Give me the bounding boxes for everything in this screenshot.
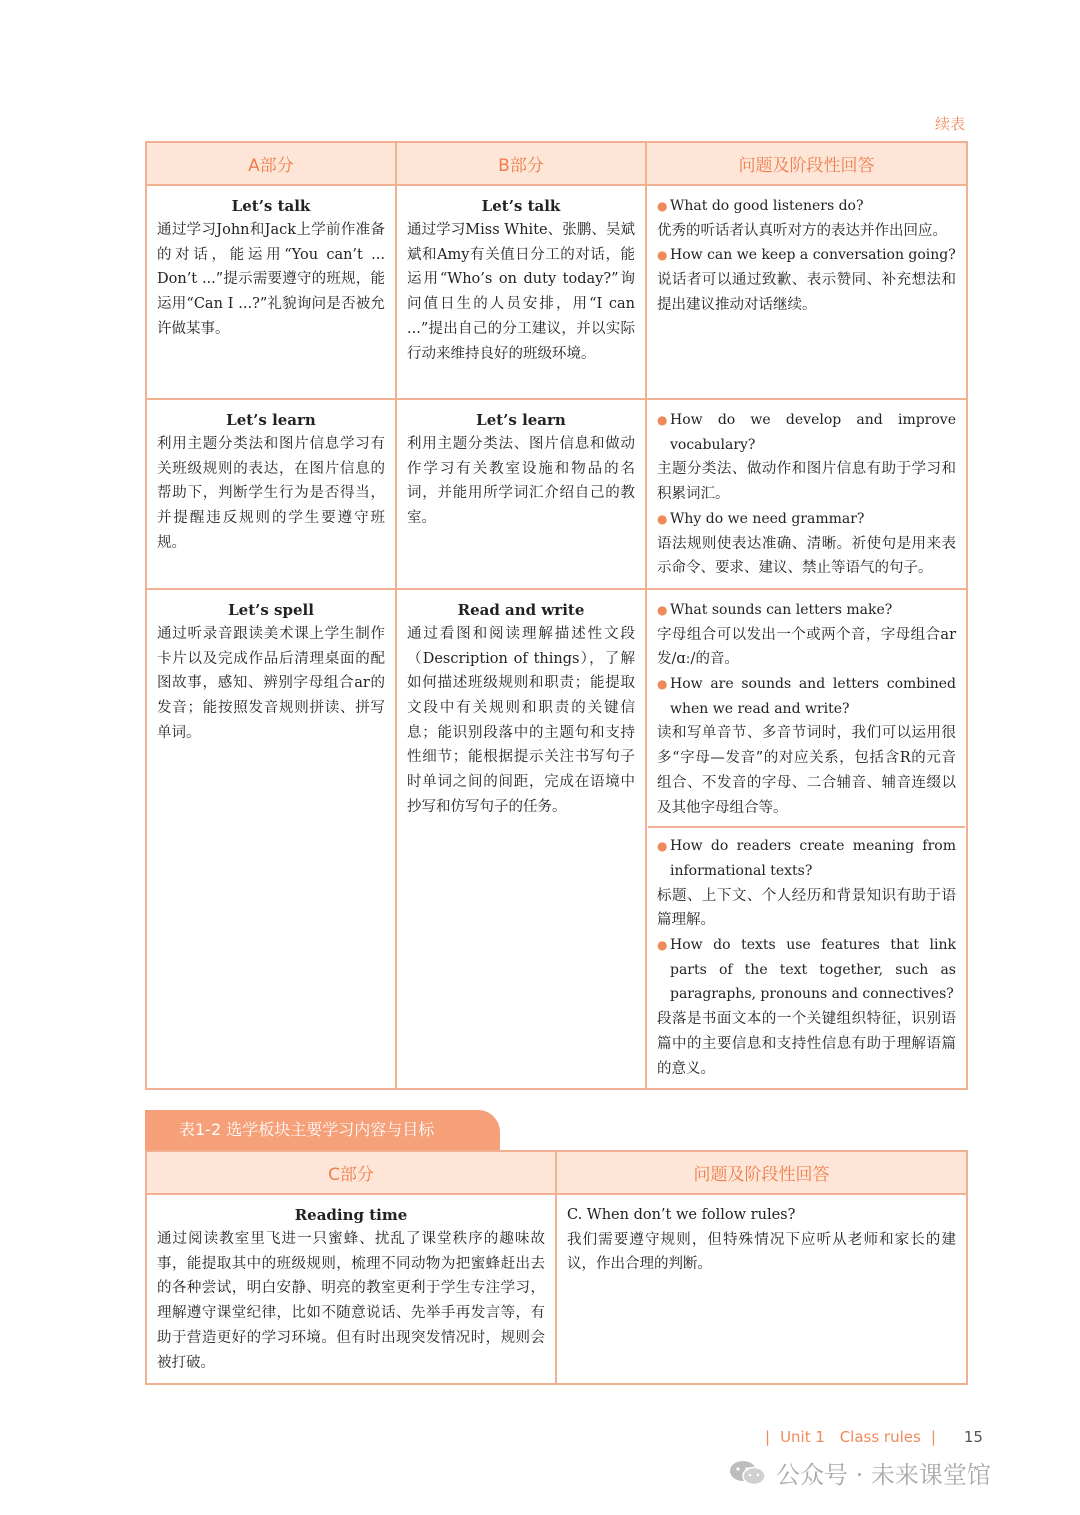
question: ● What do good listeners do?: [657, 194, 956, 219]
answer: 读和写单音节、多音节词时，我们可以运用很多“字母—发音”的对应关系，包括含R的元音组合、不发音的字母、二合辅音、辅音连缀以及其他字母组合等。: [657, 725, 956, 816]
section-text: 利用主题分类法和图片信息学习有关班级规则的表达，在图片信息的帮助下，判断学生行为是否得当，并提醒违反规则的学生要遵守班规。: [157, 436, 385, 551]
cell-qa: [646, 185, 967, 399]
question: ● How can we keep a conversation going?: [657, 243, 956, 268]
question: ● How do readers create meaning from informational texts?: [657, 834, 956, 883]
answer: 字母组合可以发出一个或两个音，字母组合ar发/ɑː/的音。: [657, 626, 956, 668]
divider: [648, 826, 965, 828]
section-title: Let’s talk: [231, 197, 311, 215]
section-text: 利用主题分类法、图片信息和做动作学习有关教室设施和物品的名词，并能用所学词汇介绍自己的教室。: [407, 436, 635, 527]
answer: 我们需要遵守规则，但特殊情况下应听从老师和家长的建议，作出合理的判断。: [567, 1231, 956, 1273]
divider: |: [765, 1428, 771, 1446]
cell-b: [396, 399, 646, 589]
wechat-icon: [728, 1458, 768, 1488]
cell-qa: [556, 1194, 967, 1384]
bullet-icon: ●: [657, 199, 668, 213]
cell-a: [146, 185, 396, 399]
section-title: Read and write: [457, 600, 585, 619]
section-text: 通过听录音跟读美术课上学生制作卡片以及完成作品后清理桌面的配图故事，感知、辨别字母组合ar的发音；能按照发音规则拼读、拼写单词。: [157, 625, 385, 741]
watermark-text: 公众号 · 未来课堂馆: [776, 1461, 991, 1489]
table-header-row: [146, 1151, 967, 1194]
bullet-icon: ●: [657, 938, 668, 953]
unit-label: Unit 1: [780, 1428, 825, 1446]
bullet-icon: ●: [657, 677, 668, 692]
continued-label: 续表: [934, 115, 965, 133]
page-footer: [755, 1428, 983, 1446]
answer: 语法规则使表达准确、清晰。祈使句是用来表示命令、要求、建议、禁止等语气的句子。: [657, 535, 956, 577]
question: C. When don’t we follow rules?: [567, 1207, 796, 1223]
header-questions: 问题及阶段性回答: [646, 142, 967, 185]
table-row: [146, 185, 967, 399]
cell-b: [396, 185, 646, 399]
section-text: 通过看图和阅读理解描述性文段（Description of things），了解如何描述班级规则和职责；能提取文段中有关规则和职责的关键信息；能识别段落中的主题句和支持性细节；能根据提示关注书写句子时单词之间的间距，完成在语境中抄写和仿写句子的任务。: [407, 625, 635, 815]
watermark: [728, 1455, 991, 1490]
header-part-b: B部分: [396, 142, 646, 185]
header-part-c: C部分: [146, 1151, 556, 1194]
bullet-icon: ●: [657, 602, 668, 617]
question: ● How do texts use features that link parts of the text together, such as paragraphs, pronouns and connectives?: [657, 933, 956, 1007]
bullet-icon: ●: [657, 413, 668, 427]
answer: 标题、上下文、个人经历和背景知识有助于语篇理解。: [657, 887, 956, 929]
bullet-icon: ●: [657, 248, 668, 263]
bullet-icon: ●: [657, 511, 668, 526]
page-number: 15: [963, 1428, 983, 1446]
section-text: 通过学习John和Jack上学前作准备的对话，能运用“You can’t ... Don’t ...”提示需要遵守的班规，能运用“Can I ...?”礼貌询问是否被允许做某事。: [157, 222, 385, 337]
question: ● Why do we need grammar?: [657, 507, 956, 532]
table-row: [146, 399, 967, 589]
cell-a: [146, 589, 396, 1089]
section-title: Reading time: [294, 1206, 408, 1224]
section-text: 通过学习Miss White、张鹏、吴斌斌和Amy有关值日分工的对话，能运用“Who’s on duty today?”询问值日生的人员安排，用“I can ...”提出自己的分工建议，并以实际行动来维持良好的班级环境。: [407, 222, 635, 362]
cell-qa: [646, 589, 967, 1089]
bullet-icon: ●: [657, 839, 668, 854]
table-title-tab: 表1-2 选学板块主要学习内容与目标: [145, 1110, 500, 1150]
answer: 优秀的听话者认真听对方的表达并作出回应。: [657, 222, 947, 239]
unit-title: Class rules: [839, 1428, 921, 1446]
section-title: Let’s learn: [226, 411, 316, 429]
answer: 段落是书面文本的一个关键组织特征，识别语篇中的主要信息和支持性信息有助于理解语篇的意义。: [657, 1011, 956, 1077]
cell-qa: [646, 399, 967, 589]
cell-c: [146, 1194, 556, 1384]
content-table-c: [145, 1150, 968, 1385]
section-title: Let’s learn: [476, 411, 566, 429]
header-part-a: A部分: [146, 142, 396, 185]
content-table-ab: [145, 141, 968, 1090]
divider: |: [930, 1428, 936, 1446]
table-row: [146, 589, 967, 1089]
cell-b: [396, 589, 646, 1089]
question: ● What sounds can letters make?: [657, 598, 956, 623]
section-text: 通过阅读教室里飞进一只蜜蜂、扰乱了课堂秩序的趣味故事，能提取其中的班级规则，梳理不同动物为把蜜蜂赶出去的各种尝试，明白安静、明亮的教室更利于学生专注学习，理解遵守课堂纪律，比如不随意说话、先举手再发言等，有助于营造更好的学习环境。但有时出现突发情况时，规则会被打破。: [157, 1231, 545, 1371]
answer: 主题分类法、做动作和图片信息有助于学习和积累词汇。: [657, 461, 956, 503]
section-title: Let’s talk: [481, 197, 561, 215]
cell-a: [146, 399, 396, 589]
question: ● How do we develop and improve vocabulary?: [657, 408, 956, 457]
header-questions: 问题及阶段性回答: [556, 1151, 967, 1194]
answer: 说话者可以通过致歉、表示赞同、补充想法和提出建议推动对话继续。: [657, 272, 956, 313]
question: ● How are sounds and letters combined when we read and write?: [657, 672, 956, 721]
table-header-row: [146, 142, 967, 185]
table-row: [146, 1194, 967, 1384]
section-title: Let’s spell: [228, 600, 314, 619]
